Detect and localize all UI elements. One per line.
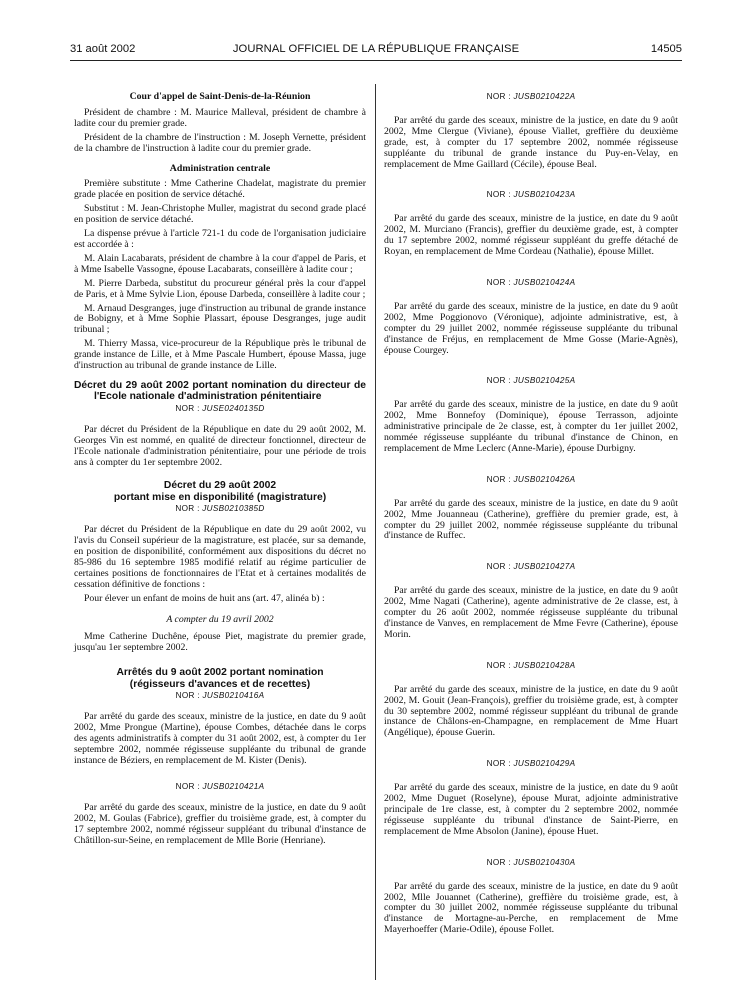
arrete-entry	[384, 190, 678, 258]
nor-reference: NOR : JUSB0210416A	[175, 691, 265, 701]
paragraph: M. Pierre Darbeda, substitut du procureur général près la cour d'appel de Paris, et à Mme Sylvie Lion, épouse Darbeda, conseillère à ladite cour ;	[74, 277, 366, 300]
arrete-entry	[384, 661, 678, 739]
paragraph: Par décret du Président de la République en date du 29 août 2002, M. Georges Vin est nommé, en qualité de directeur fonctionnel, directeur de l'Ecole nationale d'administration pénitentiaire, pour une période de trois ans à compter du 1er septembre 2002.	[74, 423, 366, 468]
paragraph: Président de la chambre de l'instruction : M. Joseph Vernette, président de la chambre de l'instruction à ladite cour du premier grade.	[74, 131, 366, 154]
paragraph: Par arrêté du garde des sceaux, ministre de la justice, en date du 9 août 2002, Mme Duguet (Roselyne), épouse Murat, adjointe administrative principale de 1re classe, est, à compter du 2 septembre 2002, nommée régisseuse suppléante du tribunal d'instance de Saint-Pierre, en remplacement de Mme Absolon (Janine), épouse Huet.	[384, 782, 678, 837]
effective-date: A compter du 19 avril 2002	[166, 613, 274, 625]
decree-title: Décret du 29 août 2002 portant nomination du directeur de l'Ecole nationale d'administration pénitentiaire	[74, 379, 366, 403]
arrete-entry	[384, 475, 678, 543]
paragraph: Première substitute : Mme Catherine Chadelat, magistrate du premier grade placée en position de service détaché.	[74, 178, 366, 201]
paragraph: M. Alain Lacabarats, président de chambre à la cour d'appel de Paris, et à Mme Isabelle Vassogne, épouse Lacabarats, conseillère à ladite cour ;	[74, 252, 366, 275]
arrete-entry	[384, 858, 678, 936]
header-rule	[70, 60, 682, 61]
column-divider	[375, 84, 376, 980]
paragraph: Par décret du Président de la République en date du 29 août 2002, vu l'avis du Conseil supérieur de la magistrature, est placée, sur sa demande, en position de disponibilité, conformément aux dispositions du décret no 85-986 du 16 septembre 1985 modifié relatif au régime particulier de certaines positions de fonctionnaires de l'Etat et à certaines modalités de cessation définitive de fonctions :	[74, 524, 366, 590]
arrete-entry	[384, 759, 678, 837]
header-title: JOURNAL OFFICIEL DE LA RÉPUBLIQUE FRANÇAISE	[232, 43, 520, 55]
nor-reference: NOR : JUSB0210421A	[175, 781, 265, 791]
nor-reference: NOR : JUSB0210425A	[486, 376, 576, 386]
paragraph: Par arrêté du garde des sceaux, ministre de la justice, en date du 9 août 2002, Mlle Jouannet (Catherine), greffière du troisième grade, est, à compter du 30 juillet 2002, nommée régisseuse suppléante du tribunal d'instance de Mortagne-au-Perche, en remplacement de Mme Mayerhoeffer (Marie-Odile), épouse Follet.	[384, 880, 678, 936]
nor-reference: NOR : JUSB0210429A	[486, 759, 576, 769]
arrete-entry	[384, 92, 678, 170]
nor-reference: NOR : JUSB0210424A	[486, 277, 576, 287]
paragraph: La dispense prévue à l'article 721-1 du code de l'organisation judiciaire est accordée à :	[74, 228, 366, 250]
paragraph: Par arrêté du garde des sceaux, ministre de la justice, en date du 9 août 2002, Mme Prongue (Martine), épouse Combes, détachée dans le corps des agents administratifs à compter du 31 août 2002, est, à compter du 1er septembre 2002, nommée régisseuse suppléante du tribunal de grande instance de Béziers, en remplacement de M. Kister (Denis).	[74, 711, 366, 766]
paragraph: Pour élever un enfant de moins de huit ans (art. 47, alinéa b) :	[84, 592, 325, 604]
nor-reference: NOR : JUSB0210385D	[175, 504, 265, 514]
nor-reference: NOR : JUSE0240135D	[175, 403, 265, 413]
decree-title: Arrêtés du 9 août 2002 portant nomination (régisseurs d'avances et de recettes)	[116, 667, 324, 690]
page-header	[70, 43, 682, 59]
paragraph: Par arrêté du garde des sceaux, ministre de la justice, en date du 9 août 2002, Mme Nagati (Catherine), agente administrative de 2e classe, est, à compter du 26 août 2002, nommée régisseuse suppléante du tribunal d'instance de Vanves, en remplacement de Mme Fevre (Catherine), épouse Morin.	[384, 585, 678, 640]
paragraph: Par arrêté du garde des sceaux, ministre de la justice, en date du 9 août 2002, Mme Clergue (Viviane), épouse Viallet, greffière du deuxième grade, est, à compter du 17 septembre 2002, nommée régisseuse suppléante du tribunal de grande instance du Puy-en-Velay, en remplacement de Mme Gaillard (Cécile), épouse Beal.	[384, 114, 678, 170]
right-column	[384, 92, 678, 956]
nor-reference: NOR : JUSB0210422A	[486, 92, 576, 101]
decree-title: Décret du 29 août 2002 portant mise en disponibilité (magistrature)	[113, 480, 327, 503]
paragraph: Par arrêté du garde des sceaux, ministre de la justice, en date du 9 août 2002, Mme Jouanneau (Catherine), greffière du premier grade, est, à compter du 29 juillet 2002, nommée régisseuse suppléante du tribunal d'instance de Ruffec.	[384, 497, 678, 542]
nor-reference: NOR : JUSB0210428A	[486, 660, 576, 670]
paragraph: Par arrêté du garde des sceaux, ministre de la justice, en date du 9 août 2002, M. Murciano (Francis), greffier du deuxième grade, est, à compter du 17 septembre 2002, nommé régisseur suppléant du greffe détaché de Royan, en remplacement de Mme Cordeau (Nathalie), épouse Millet.	[384, 213, 678, 258]
paragraph: Par arrêté du garde des sceaux, ministre de la justice, en date du 9 août 2002, M. Goulas (Fabrice), greffier du troisième grade, est, à compter du 17 septembre 2002, nommé régisseur suppléant du tribunal d'instance de Châtillon-sur-Seine, en remplacement de Mlle Borie (Henriane).	[74, 801, 366, 846]
left-column	[74, 92, 366, 849]
section-title: Administration centrale	[169, 162, 271, 174]
arrete-entry	[384, 562, 678, 640]
paragraph: Par arrêté du garde des sceaux, ministre de la justice, en date du 9 août 2002, Mme Bonnefoy (Dominique), épouse Terrasson, adjointe administrative principale de 2e classe, est, à compter du 1er juillet 2002, nommée régisseuse suppléante du tribunal d'instance de Chinon, en remplacement de Mme Leclerc (Anne-Marie), épouse Durbigny.	[384, 399, 678, 454]
paragraph: M. Arnaud Desgranges, juge d'instruction au tribunal de grande instance de Bobigny, et à Mme Sophie Plassart, épouse Desgranges, juge audit tribunal ;	[74, 302, 366, 336]
paragraph: Mme Catherine Duchêne, épouse Piet, magistrate du premier grade, jusqu'au 1er septembre 2002.	[74, 630, 366, 653]
paragraph: M. Thierry Massa, vice-procureur de la République près le tribunal de grande instance de Lille, et à Mme Pascale Humbert, épouse Massa, juge d'instruction au tribunal de grande instance de Lille.	[74, 338, 366, 372]
paragraph: Par arrêté du garde des sceaux, ministre de la justice, en date du 9 août 2002, Mme Poggionovo (Véronique), adjointe administrative, est, à compter du 29 juillet 2002, nommée régisseuse suppléante du tribunal d'instance de Fréjus, en remplacement de Mme Gosse (Marie-Agnès), épouse Courgey.	[384, 300, 678, 356]
paragraph: Président de chambre : M. Maurice Malleval, président de chambre à ladite cour du premier grade.	[74, 106, 366, 129]
arrete-entry	[384, 376, 678, 454]
nor-reference: NOR : JUSB0210430A	[486, 857, 576, 867]
section-title: Cour d'appel de Saint-Denis-de-la-Réunion	[129, 91, 311, 102]
arrete-entry	[384, 278, 678, 356]
header-page-number: 14505	[650, 43, 682, 55]
nor-reference: NOR : JUSB0210426A	[486, 474, 576, 484]
paragraph: Substitut : M. Jean-Christophe Muller, magistrat du second grade placé en position de service détaché.	[74, 203, 366, 226]
header-date: 31 août 2002	[70, 43, 136, 55]
nor-reference: NOR : JUSB0210423A	[486, 190, 576, 200]
nor-reference: NOR : JUSB0210427A	[486, 562, 576, 572]
paragraph: Par arrêté du garde des sceaux, ministre de la justice, en date du 9 août 2002, M. Gouit (Jean-François), greffier du troisième grade, est, à compter du 30 septembre 2002, nommé régisseur suppléant du tribunal de grande instance de Châlons-en-Champagne, en remplacement de Mme Huart (Angélique), épouse Guerin.	[384, 683, 678, 739]
